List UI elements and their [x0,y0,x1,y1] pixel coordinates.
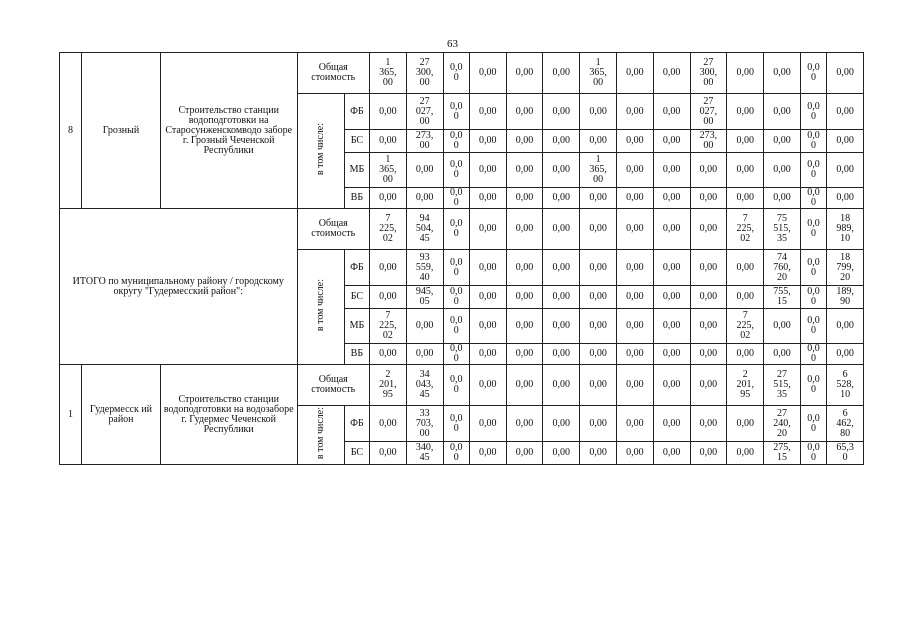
value-cell: 0,0 0 [443,53,469,94]
value-cell: 0,00 [727,188,764,209]
value-cell: 0,00 [616,188,653,209]
value-cell: 0,00 [727,94,764,130]
project-description: Строительство станции водоподготовки на водозаборе г. Гудермес Чеченской Республики [160,365,297,465]
value-cell: 75 515, 35 [764,209,801,250]
value-cell: 273, 00 [690,130,727,153]
value-cell: 0,0 0 [443,250,469,286]
value-cell: 0,00 [764,130,801,153]
value-cell: 0,0 0 [800,94,826,130]
value-cell: 0,00 [690,309,727,344]
value-cell: 0,00 [506,365,543,406]
value-cell: 0,00 [469,130,506,153]
value-cell: 0,00 [616,250,653,286]
value-cell: 0,00 [727,442,764,465]
value-cell: 0,00 [827,309,864,344]
funding-source: ВБ [344,188,369,209]
value-cell: 0,00 [580,309,617,344]
including-label-text: в том числе: [314,279,326,332]
value-cell: 0,00 [580,250,617,286]
value-cell: 27 240, 20 [764,406,801,442]
value-cell: 0,00 [469,250,506,286]
budget-table [59,52,864,465]
value-cell: 0,00 [690,442,727,465]
value-cell: 755, 15 [764,286,801,309]
value-cell: 7 225, 02 [370,309,407,344]
including-label [297,94,344,209]
value-cell: 0,00 [653,130,690,153]
value-cell: 0,00 [506,188,543,209]
value-cell: 0,00 [653,53,690,94]
value-cell: 0,00 [827,344,864,365]
value-cell: 0,00 [616,442,653,465]
value-cell: 0,0 0 [800,53,826,94]
value-cell: 0,00 [690,250,727,286]
value-cell: 0,00 [469,209,506,250]
value-cell: 1 365, 00 [370,153,407,188]
value-cell: 0,00 [690,286,727,309]
value-cell: 33 703, 00 [406,406,443,442]
value-cell: 1 365, 00 [580,53,617,94]
value-cell: 0,00 [469,286,506,309]
value-cell: 0,0 0 [800,309,826,344]
municipality-name: Гудермесск ий район [82,365,161,465]
value-cell: 0,00 [543,153,580,188]
value-cell: 0,00 [616,94,653,130]
funding-source: ВБ [344,344,369,365]
value-cell: 0,0 0 [443,188,469,209]
value-cell: 0,00 [543,309,580,344]
value-cell: 0,00 [616,365,653,406]
value-cell: 0,00 [580,130,617,153]
value-cell: 0,00 [690,153,727,188]
value-cell: 6 528, 10 [827,365,864,406]
including-label [297,250,344,365]
including-label-text: в том числе: [314,123,326,176]
value-cell: 0,00 [580,344,617,365]
value-cell: 0,00 [469,188,506,209]
value-cell: 0,00 [469,309,506,344]
value-cell: 27 027, 00 [690,94,727,130]
value-cell: 0,00 [764,153,801,188]
value-cell: 0,00 [406,153,443,188]
row-number: 8 [60,53,82,209]
value-cell: 0,00 [506,153,543,188]
value-cell: 18 799, 20 [827,250,864,286]
total-cost-label: Общая стоимость [297,365,370,406]
funding-source: ФБ [344,94,369,130]
value-cell: 7 225, 02 [370,209,407,250]
value-cell: 0,00 [827,130,864,153]
value-cell: 0,00 [506,209,543,250]
value-cell: 0,00 [764,188,801,209]
value-cell: 27 300, 00 [406,53,443,94]
value-cell: 0,0 0 [800,286,826,309]
value-cell: 0,00 [469,442,506,465]
value-cell: 0,00 [727,406,764,442]
table-row [60,53,864,94]
value-cell: 0,00 [506,53,543,94]
value-cell: 0,00 [370,94,407,130]
value-cell: 0,0 0 [443,442,469,465]
value-cell: 0,0 0 [443,130,469,153]
value-cell: 0,00 [406,344,443,365]
value-cell: 0,00 [370,286,407,309]
value-cell: 0,00 [580,94,617,130]
value-cell: 0,00 [690,344,727,365]
value-cell: 0,00 [506,309,543,344]
value-cell: 0,00 [543,365,580,406]
value-cell: 94 504, 45 [406,209,443,250]
value-cell: 0,00 [653,365,690,406]
value-cell: 0,00 [653,188,690,209]
funding-source: БС [344,130,369,153]
value-cell: 0,00 [506,406,543,442]
value-cell: 0,0 0 [800,406,826,442]
funding-source: МБ [344,309,369,344]
value-cell: 0,0 0 [443,153,469,188]
value-cell: 0,00 [580,188,617,209]
value-cell: 0,00 [543,406,580,442]
value-cell: 0,00 [370,130,407,153]
value-cell: 0,00 [653,344,690,365]
total-label: ИТОГО по муниципальному району / городскому округу "Гудермесский район": [60,209,298,365]
value-cell: 2 201, 95 [370,365,407,406]
value-cell: 0,00 [543,130,580,153]
value-cell: 0,00 [580,365,617,406]
value-cell: 0,00 [653,309,690,344]
row-number: 1 [60,365,82,465]
value-cell: 1 365, 00 [580,153,617,188]
value-cell: 0,00 [543,442,580,465]
value-cell: 0,00 [406,309,443,344]
value-cell: 0,00 [370,250,407,286]
value-cell: 0,00 [690,365,727,406]
value-cell: 0,00 [727,286,764,309]
value-cell: 0,00 [580,442,617,465]
value-cell: 0,0 0 [800,442,826,465]
value-cell: 0,00 [543,209,580,250]
value-cell: 34 043, 45 [406,365,443,406]
value-cell: 2 201, 95 [727,365,764,406]
value-cell: 0,0 0 [800,188,826,209]
value-cell: 275, 15 [764,442,801,465]
value-cell: 0,0 0 [800,209,826,250]
value-cell: 0,00 [616,153,653,188]
value-cell: 0,00 [543,344,580,365]
table-row [60,209,864,250]
value-cell: 18 989, 10 [827,209,864,250]
value-cell: 0,00 [543,94,580,130]
value-cell: 0,0 0 [443,209,469,250]
value-cell: 0,00 [506,130,543,153]
value-cell: 0,00 [616,309,653,344]
value-cell: 27 027, 00 [406,94,443,130]
value-cell: 0,00 [506,344,543,365]
value-cell: 27 515, 35 [764,365,801,406]
value-cell: 0,00 [690,406,727,442]
value-cell: 7 225, 02 [727,209,764,250]
value-cell: 189, 90 [827,286,864,309]
value-cell: 0,00 [543,286,580,309]
value-cell: 0,00 [506,442,543,465]
value-cell: 0,00 [827,188,864,209]
value-cell: 0,00 [764,53,801,94]
total-cost-label: Общая стоимость [297,53,370,94]
value-cell: 93 559, 40 [406,250,443,286]
value-cell: 0,00 [543,188,580,209]
value-cell: 74 760, 20 [764,250,801,286]
value-cell: 0,00 [469,153,506,188]
value-cell: 0,00 [580,286,617,309]
value-cell: 0,00 [653,442,690,465]
value-cell: 0,00 [616,344,653,365]
value-cell: 0,0 0 [443,406,469,442]
value-cell: 0,00 [690,188,727,209]
total-cost-label: Общая стоимость [297,209,370,250]
value-cell: 0,00 [580,406,617,442]
value-cell: 0,00 [580,209,617,250]
value-cell: 0,00 [653,209,690,250]
municipality-name: Грозный [82,53,161,209]
value-cell: 0,00 [616,53,653,94]
value-cell: 0,00 [506,286,543,309]
value-cell: 1 365, 00 [370,53,407,94]
value-cell: 0,00 [406,188,443,209]
value-cell: 0,00 [764,309,801,344]
value-cell: 0,00 [827,94,864,130]
funding-source: БС [344,286,369,309]
project-description: Строительство станции водоподготовки на Старосунженскомводо заборе г. Грозный Чеченской Республики [160,53,297,209]
value-cell: 0,00 [616,130,653,153]
value-cell: 27 300, 00 [690,53,727,94]
value-cell: 0,00 [690,209,727,250]
value-cell: 0,00 [543,250,580,286]
value-cell: 0,0 0 [800,153,826,188]
value-cell: 0,0 0 [800,250,826,286]
value-cell: 273, 00 [406,130,443,153]
value-cell: 0,0 0 [800,344,826,365]
value-cell: 0,0 0 [443,309,469,344]
value-cell: 0,00 [370,344,407,365]
page-number: 63 [447,38,458,50]
value-cell: 0,00 [469,94,506,130]
funding-source: БС [344,442,369,465]
value-cell: 0,00 [764,344,801,365]
value-cell: 0,0 0 [443,94,469,130]
value-cell: 0,00 [727,344,764,365]
value-cell: 0,00 [469,365,506,406]
value-cell: 0,0 0 [800,365,826,406]
table-row [60,365,864,406]
including-label [297,406,344,465]
value-cell: 0,00 [727,130,764,153]
value-cell: 0,00 [469,406,506,442]
value-cell: 0,00 [653,286,690,309]
value-cell: 0,0 0 [443,365,469,406]
value-cell: 0,00 [653,94,690,130]
value-cell: 0,00 [370,406,407,442]
value-cell: 6 462, 80 [827,406,864,442]
value-cell: 945, 05 [406,286,443,309]
funding-source: МБ [344,153,369,188]
including-label-text: в том числе: [314,407,326,460]
value-cell: 0,00 [727,53,764,94]
value-cell: 0,0 0 [443,344,469,365]
value-cell: 0,00 [827,153,864,188]
value-cell: 0,00 [764,94,801,130]
value-cell: 0,0 0 [443,286,469,309]
value-cell: 0,00 [616,406,653,442]
value-cell: 0,00 [506,250,543,286]
value-cell: 0,00 [653,406,690,442]
funding-source: ФБ [344,406,369,442]
funding-source: ФБ [344,250,369,286]
value-cell: 0,00 [653,153,690,188]
value-cell: 0,00 [469,53,506,94]
value-cell: 7 225, 02 [727,309,764,344]
value-cell: 0,00 [727,153,764,188]
value-cell: 0,0 0 [800,130,826,153]
value-cell: 0,00 [370,442,407,465]
value-cell: 0,00 [616,286,653,309]
value-cell: 0,00 [653,250,690,286]
value-cell: 340, 45 [406,442,443,465]
value-cell: 65,3 0 [827,442,864,465]
value-cell: 0,00 [506,94,543,130]
value-cell: 0,00 [469,344,506,365]
value-cell: 0,00 [370,188,407,209]
value-cell: 0,00 [727,250,764,286]
value-cell: 0,00 [616,209,653,250]
value-cell: 0,00 [543,53,580,94]
value-cell: 0,00 [827,53,864,94]
